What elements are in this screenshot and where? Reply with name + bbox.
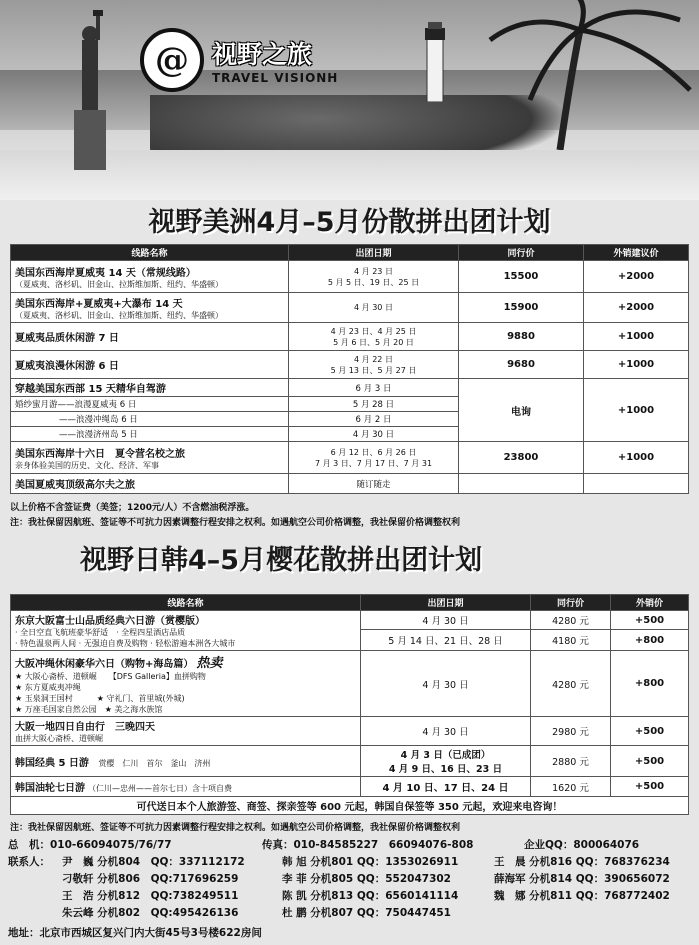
table-row: 美国东西海岸夏威夷 14 天（常规线路） （夏威夷、洛杉矶、旧金山、拉斯维加斯、纽约、华盛顿） 4 月 23 日 5 月 5 日、19 日、25 日 15500 +2000 [11,261,689,293]
contact-label: 联系人： [8,856,50,868]
visa-service-note: 可代送日本个人旅游签、商签、探亲签等 600 元起，韩国自保签等 350 元起，欢迎来电咨询！ [11,797,689,815]
table-row: 夏威夷品质休闲游 7 日 4 月 23 日、4 月 25 日 5 月 6 日、5 月 20 日 9880 +1000 [11,323,689,351]
contact-person: 韩 旭 分机801 QQ：1353026911 [282,856,459,868]
col-route: 线路名称 [11,245,289,261]
spiral-logo-icon: @ [140,28,204,92]
statue-of-liberty-icon [60,10,120,170]
table-row: 韩国油轮七日游 （仁川—忠州——首尔七日）含十项自费 4 月 10 日、17 日、24 日 1620 元 +500 [11,777,689,797]
america-title: 视野美洲4月–5月份散拼出团计划 [148,207,551,238]
contact-main-line: 总 机：010-66094075/76/77 [8,839,172,851]
contact-person: 刁敬轩 分机806 QQ:717696259 [62,873,239,885]
palm-tree-icon [470,0,699,150]
visa-note: 以上价格不含签证费（美签；1200元/人）不含燃油税浮涨。 [10,503,255,513]
col-date: 出团日期 [289,245,459,261]
asia-table: 线路名称 出团日期 同行价 外销价 东京大阪富士山品质经典六日游（赏樱版） · 全日空直飞航班豪华舒适 · 全程四星酒店品质 · 特色温泉两人间 · 无强迫自费及购物 · 轻松游遍本洲各大城市 4 月 30 日 4280 元 +500 5 月 14 日、21 日、28 日 4180 元 +800 大阪冲绳休闲豪华六日（购物+海岛篇） 热卖 ★ 大阪心斋桥、道顿崛 【DFS Galleria】血拼购物 ★ 东方夏威夷冲绳 ★ 玉泉洞王国村 ★ 守礼门、首里城(外城) ★ 万座毛国家自然公园 ★ 美之海水族馆 4 月 30 日 4280 元 +800 大阪一地四日自由行 三晚四天 血拼大阪心斋桥、道顿崛 4 月 30 日 2980 元 +500 韩国经典 5 日游 赏樱 仁川 首尔 釜山 济州 4 月 3 日（已成团） 4 月 9 日、16 日、23 日 2880 元 +500 韩国油轮七日游 （仁川—忠州——首尔七日）含十项自费 4 月 10 日、17 日、24 日 1620 元 +500 可代送日本个人旅游签、商签、探亲签等 600 元起，韩国自保签等 350 元起，欢迎来电咨询！ [10,594,689,815]
contact-person: 王 浩 分机812 QQ:738249511 [62,890,239,902]
contact-person: 魏 娜 分机811 QQ：768772402 [494,890,670,902]
contact-qq: 企业QQ：800064076 [524,839,640,851]
table-row: 韩国经典 5 日游 赏樱 仁川 首尔 釜山 济州 4 月 3 日（已成团） 4 月 9 日、16 日、23 日 2880 元 +500 [11,746,689,777]
contact-fax: 传真：010-84585227 66094076-808 [262,839,474,851]
table-row: 美国东西海岸+夏威夷+大瀑布 14 天 （夏威夷、洛杉矶、旧金山、拉斯维加斯、纽约、华盛顿） 4 月 30 日 15900 +2000 [11,293,689,323]
col-price: 同行价 [459,245,584,261]
brand-logo [140,28,338,92]
contact-person: 薛海军 分机814 QQ：390656072 [494,873,670,885]
contact-person: 李 菲 分机805 QQ：552047302 [282,873,451,885]
table-row: 穿越美国东西部 15 天精华自驾游 6 月 3 日 电询 +1000 [11,379,689,397]
lighthouse-icon [415,22,455,102]
asia-title: 视野日韩4–5月樱花散拼出团计划 [80,545,483,576]
contact-person: 杜 鹏 分机807 QQ：750447451 [282,907,451,919]
col-suggest: 外销建议价 [584,245,689,261]
table-row: 夏威夷浪漫休闲游 6 日 4 月 22 日 5 月 13 日、5 月 27 日 9680 +1000 [11,351,689,379]
table-row: 美国夏威夷顶级高尔夫之旅 随订随走 [11,474,689,494]
table-row: 大阪冲绳休闲豪华六日（购物+海岛篇） 热卖 ★ 大阪心斋桥、道顿崛 【DFS Galleria】血拼购物 ★ 东方夏威夷冲绳 ★ 玉泉洞王国村 ★ 守礼门、首里城(外城) ★ 万座毛国家自然公园 ★ 美之海水族馆 4 月 30 日 4280 元 +800 [11,651,689,717]
header-banner [0,0,699,200]
brand-name-zh: 视野之旅 [212,40,313,69]
disclaimer-note-2: 注：我社保留因航班、签证等不可抗力因素调整行程安排之权利。如遇航空公司价格调整，我社保留价格调整权利 [10,823,461,833]
address: 地址：北京市西城区复兴门内大街45号3号楼622房间 [8,927,262,939]
table-row: 东京大阪富士山品质经典六日游（赏樱版） · 全日空直飞航班豪华舒适 · 全程四星酒店品质 · 特色温泉两人间 · 无强迫自费及购物 · 轻松游遍本洲各大城市 4 月 30 日 4280 元 +500 [11,611,689,630]
table-row: 大阪一地四日自由行 三晚四天 血拼大阪心斋桥、道顿崛 4 月 30 日 2980 元 +500 [11,717,689,746]
brand-name-en: TRAVEL VISIONH [212,71,339,85]
contact-person: 陈 凯 分机813 QQ：6560141114 [282,890,459,902]
contact-person: 王 晨 分机816 QQ：768376234 [494,856,670,868]
disclaimer-note: 注：我社保留因航班、签证等不可抗力因素调整行程安排之权利。如遇航空公司价格调整，我社保留价格调整权利 [10,518,461,528]
contact-person: 尹 巍 分机804 QQ：337112172 [62,856,245,868]
hot-badge: 热卖 [196,656,223,671]
contact-person: 朱云峰 分机802 QQ:495426136 [62,907,239,919]
table-row: 美国东西海岸十六日 夏令营名校之旅 亲身体验美国的历史、文化、经济、军事 6 月 12 日、6 月 26 日 7 月 3 日、7 月 17 日、7 月 31 23800 +1000 [11,442,689,474]
america-table: 线路名称 出团日期 同行价 外销建议价 美国东西海岸夏威夷 14 天（常规线路） （夏威夷、洛杉矶、旧金山、拉斯维加斯、纽约、华盛顿） 4 月 23 日 5 月 5 日、19 日、25 日 15500 +2000 美国东西海岸+夏威夷+大瀑布 14 天 （夏威夷、洛杉矶、旧金山、拉斯维加斯、纽约、华盛顿） 4 月 30 日 15900 +2000 夏威夷品质休闲游 7 日 4 月 23 日、4 月 25 日 5 月 6 日、5 月 20 日 9880 +1000 夏威夷浪漫休闲游 6 日 4 月 22 日 5 月 13 日、5 月 27 日 9680 +1000 穿越美国东西部 15 天精华自驾游 6 月 3 日 电询 +1000 婚纱蜜月游——浪漫夏威夷 6 日 5 月 28 日 ——浪漫冲绳岛 6 日 6 月 2 日 ——浪漫济州岛 5 日 4 月 30 日 美国东西海岸十六日 夏令营名校之旅 亲身体验美国的历史、文化、经济、军事 6 月 12 日、6 月 26 日 7 月 3 日、7 月 17 日、7 月 31 23800 +1000 美国夏威夷顶级高尔夫之旅 随订随走 [10,244,689,494]
